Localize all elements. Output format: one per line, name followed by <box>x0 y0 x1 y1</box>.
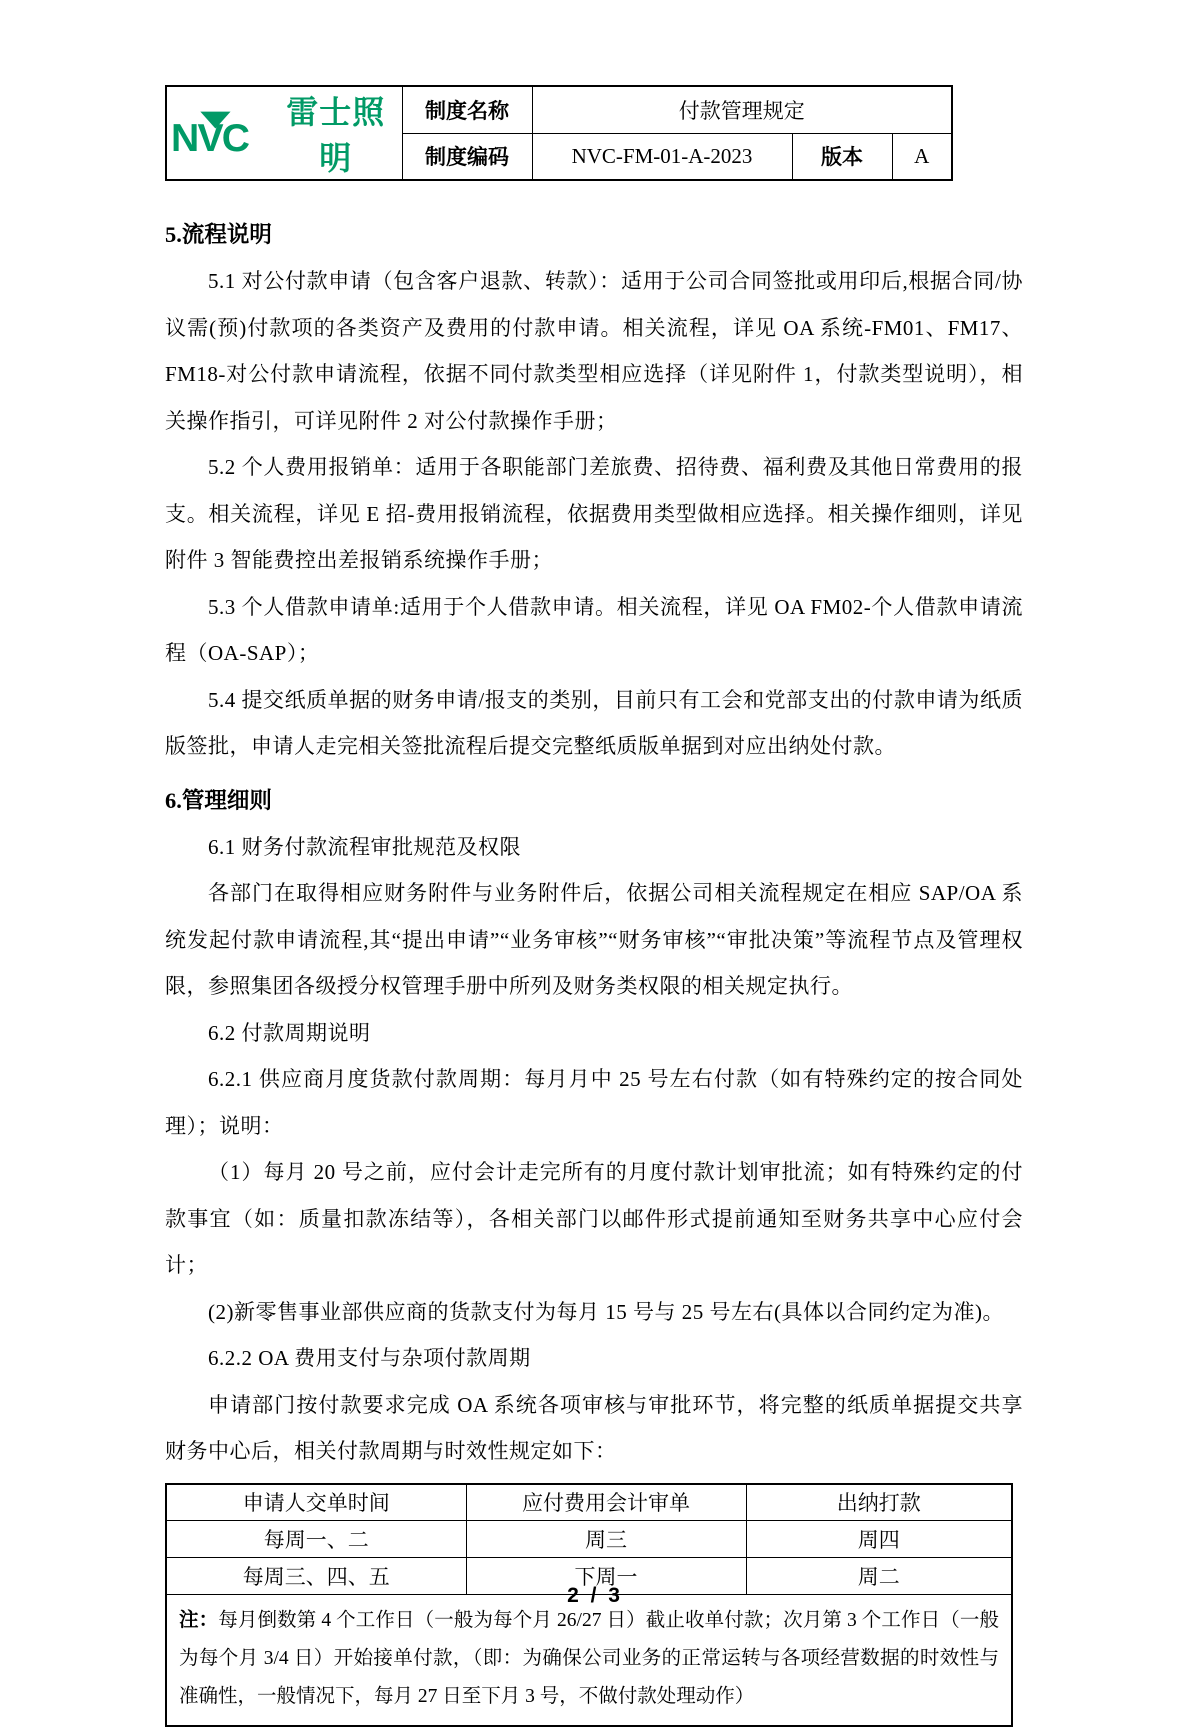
section-6-paragraph-4: 6.2.1 供应商月度货款付款周期：每月月中 25 号左右付款（如有特殊约定的按合同处理）；说明： <box>165 1056 1023 1149</box>
section-6-paragraph-1: 6.1 财务付款流程审批规范及权限 <box>165 824 1023 871</box>
col-header-accountant-review: 应付费用会计审单 <box>466 1484 746 1521</box>
policy-name-label: 制度名称 <box>402 86 532 133</box>
col-header-submit-time: 申请人交单时间 <box>166 1484 466 1521</box>
header-row-1 <box>166 86 952 133</box>
section-6-paragraph-5: （1）每月 20 号之前，应付会计走完所有的月度付款计划审批流；如有特殊约定的付款事宜（如：质量扣款冻结等），各相关部门以邮件形式提前通知至财务共享中心应付会计； <box>165 1149 1023 1289</box>
table-cell: 周二 <box>746 1558 1012 1595</box>
version-label: 版本 <box>792 133 892 180</box>
section-5-paragraph-1: 5.1 对公付款申请（包含客户退款、转款）：适用于公司合同签批或用印后,根据合同/协议需(预)付款项的各类资产及费用的付款申请。相关流程，详见 OA 系统-FM01、FM17、FM18-对公付款申请流程，依据不同付款类型相应选择（详见附件 1，付款类型说明），相关操作指引，可详见附件 2 对公付款操作手册； <box>165 258 1023 444</box>
note-text: 每月倒数第 4 个工作日（一般为每个月 26/27 日）截止收单付款；次月第 3 个工作日（一般为每个月 3/4 日）开始接单付款，（即：为确保公司业务的正常运转与各项经营数据的时效性与准确性，一般情况下，每月 27 日至下月 3 号，不做付款处理动作） <box>179 1610 999 1707</box>
section-5-heading: 5.流程说明 <box>165 211 1023 258</box>
logo-cell <box>166 86 402 180</box>
section-6-paragraph-6: (2)新零售事业部供应商的货款支付为每月 15 号与 25 号左右(具体以合同约定为准)。 <box>165 1289 1023 1336</box>
table-cell: 周三 <box>466 1521 746 1558</box>
table-cell: 周四 <box>746 1521 1012 1558</box>
section-6-paragraph-2: 各部门在取得相应财务附件与业务附件后，依据公司相关流程规定在相应 SAP/OA 系统发起付款申请流程,其“提出申请”“业务审核”“财务审核”“审批决策”等流程节点及管理权限，参照集团各级授分权管理手册中所列及财务类权限的相关规定执行。 <box>165 870 1023 1010</box>
table-cell: 下周一 <box>466 1558 746 1595</box>
logo-mark-text: NVC <box>171 117 250 160</box>
section-6-paragraph-7: 6.2.2 OA 费用支付与杂项付款周期 <box>165 1335 1023 1382</box>
section-6-paragraph-8: 申请部门按付款要求完成 OA 系统各项审核与审批环节，将完整的纸质单据提交共享财务中心后，相关付款周期与时效性规定如下： <box>165 1382 1023 1475</box>
table-cell: 每周一、二 <box>166 1521 466 1558</box>
policy-code-label: 制度编码 <box>402 133 532 180</box>
brand-name-cn: 雷士照明 <box>274 87 398 179</box>
col-header-cashier-payment: 出纳打款 <box>746 1484 1012 1521</box>
company-logo <box>171 87 398 179</box>
nvc-logo-icon <box>171 109 267 157</box>
section-5-paragraph-4: 5.4 提交纸质单据的财务申请/报支的类别，目前只有工会和党部支出的付款申请为纸质版签批，申请人走完相关签批流程后提交完整纸质版单据到对应出纳处付款。 <box>165 677 1023 770</box>
section-5-paragraph-2: 5.2 个人费用报销单：适用于各职能部门差旅费、招待费、福利费及其他日常费用的报支。相关流程，详见 E 招-费用报销流程，依据费用类型做相应选择。相关操作细则，详见附件 3 智能费控出差报销系统操作手册； <box>165 444 1023 584</box>
page-number: 2 / 3 <box>0 1584 1190 1608</box>
section-6-paragraph-3: 6.2 付款周期说明 <box>165 1010 1023 1057</box>
section-5-paragraph-3: 5.3 个人借款申请单:适用于个人借款申请。相关流程，详见 OA FM02-个人借款申请流程（OA-SAP）； <box>165 584 1023 677</box>
table-note <box>166 1595 1012 1727</box>
payment-table-header-row <box>166 1484 1012 1521</box>
note-label: 注： <box>179 1610 218 1631</box>
table-note-row <box>166 1595 1012 1727</box>
version-value: A <box>892 133 952 180</box>
policy-name-value: 付款管理规定 <box>532 86 952 133</box>
policy-header-table <box>165 85 953 181</box>
policy-code-value: NVC-FM-01-A-2023 <box>532 133 792 180</box>
table-row <box>166 1521 1012 1558</box>
table-cell: 每周三、四、五 <box>166 1558 466 1595</box>
section-6-heading: 6.管理细则 <box>165 777 1023 824</box>
